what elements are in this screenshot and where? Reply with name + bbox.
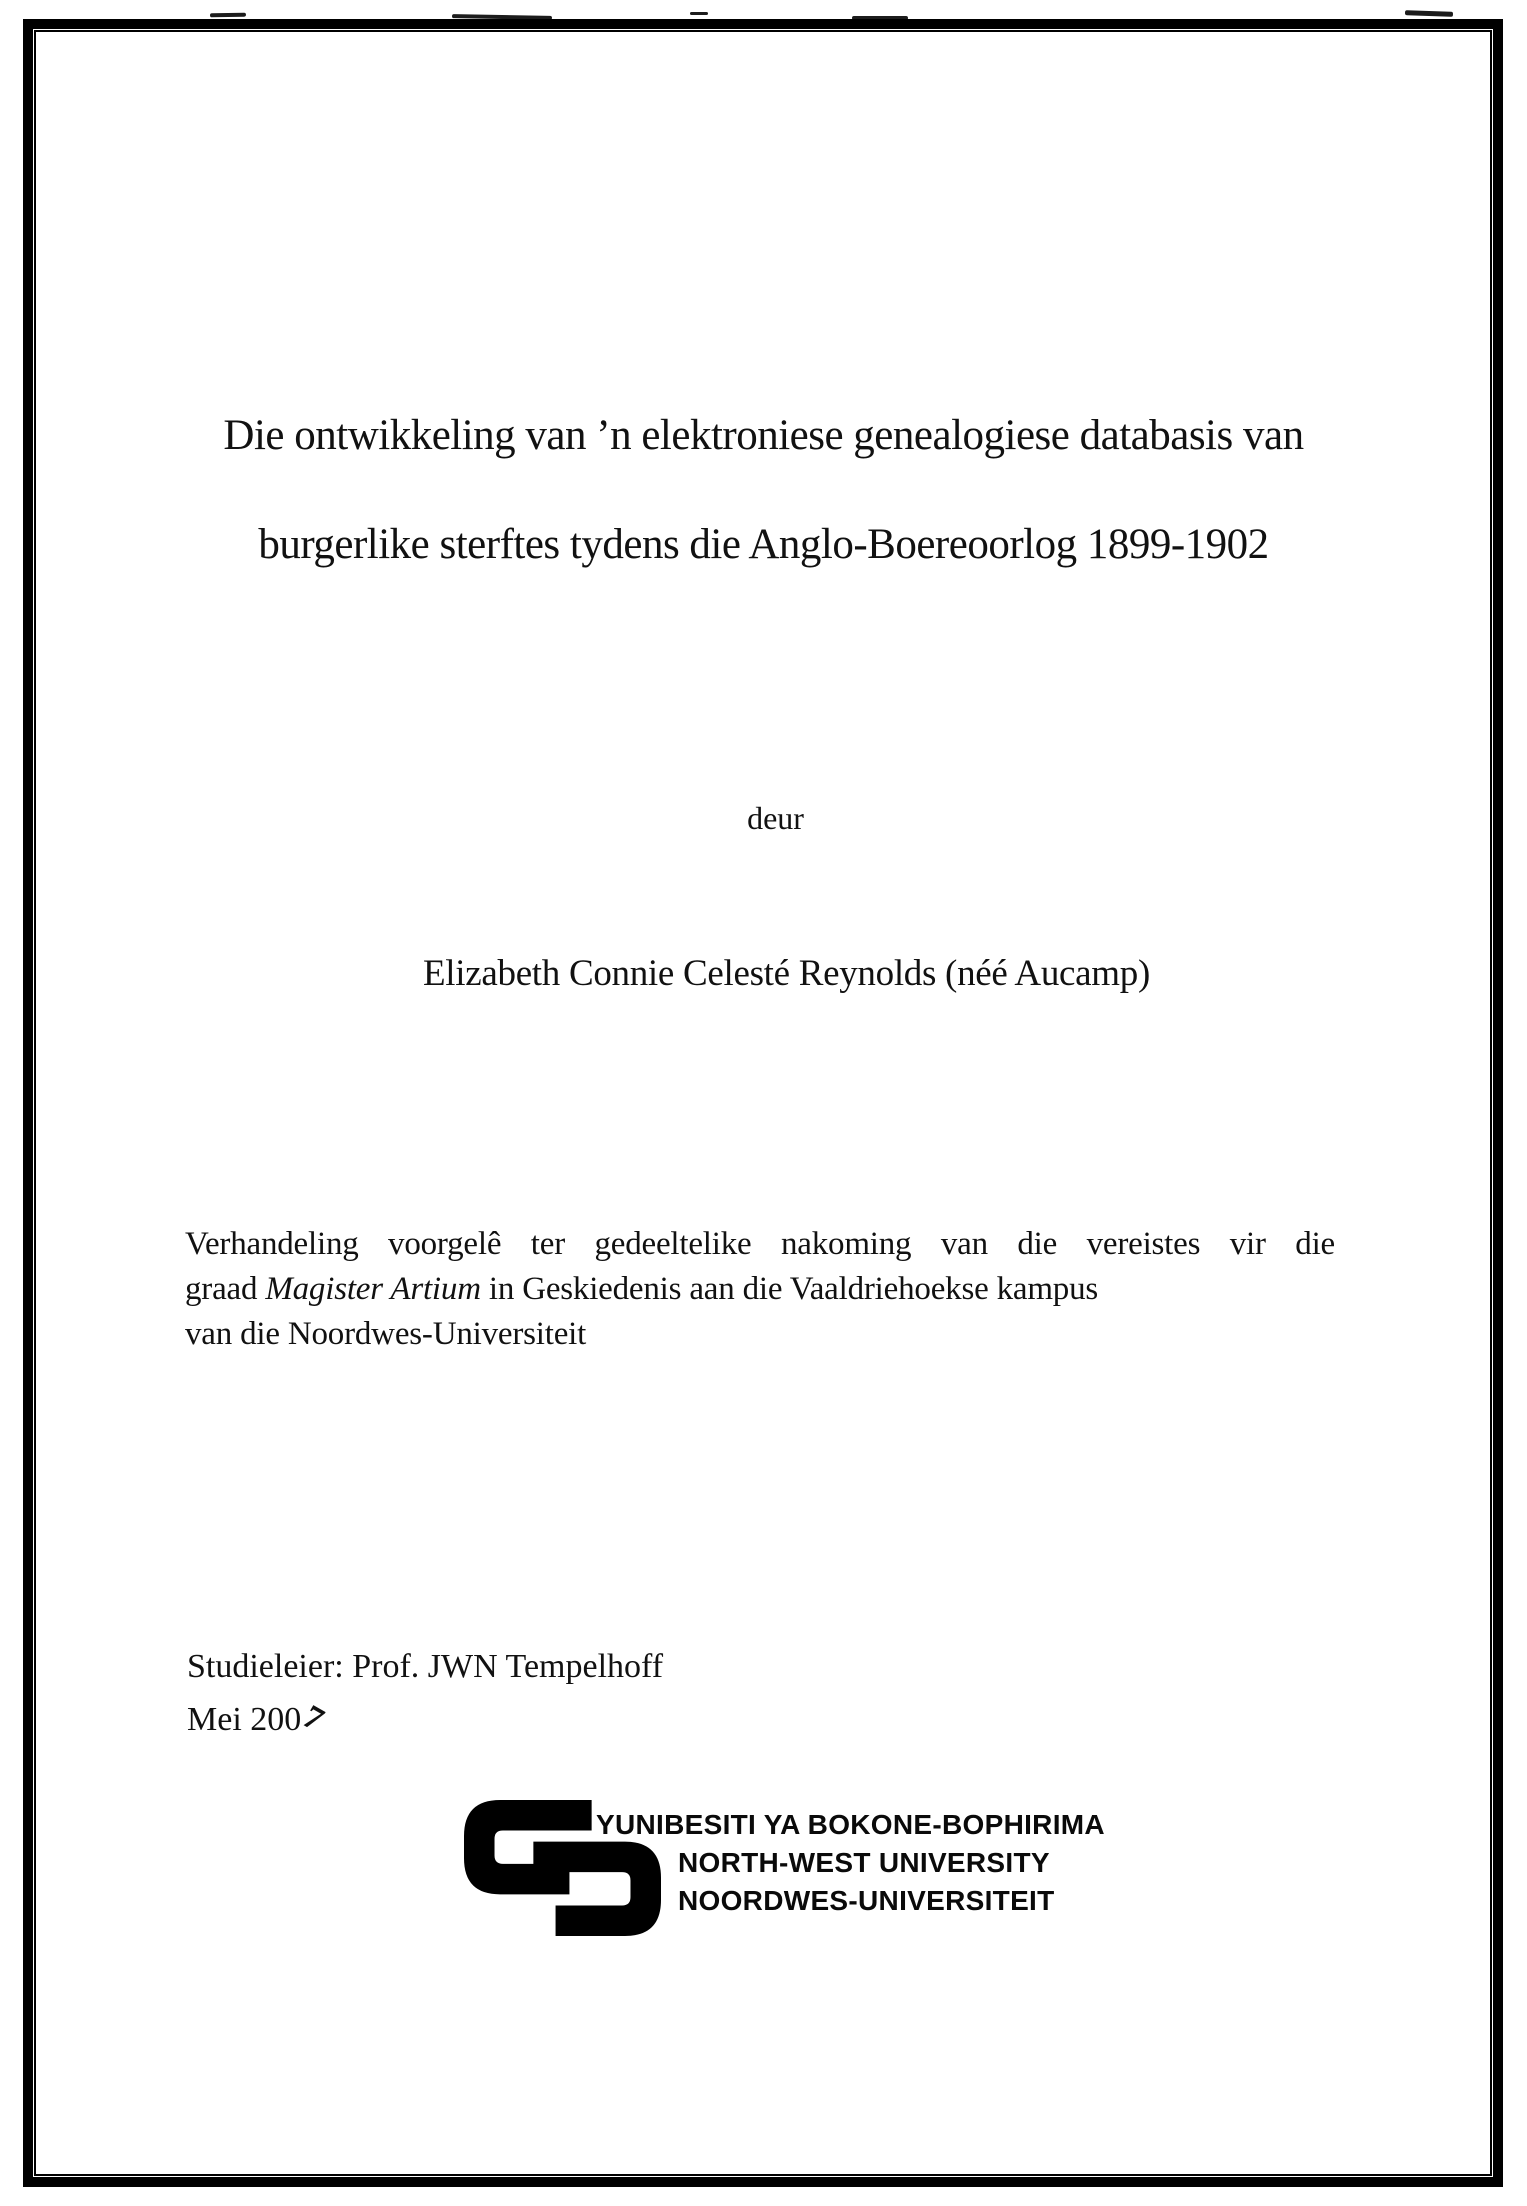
degree-statement-line-2-suffix: in Geskiedenis aan die Vaaldriehoekse kampus xyxy=(480,1271,1099,1307)
degree-name-italic: Magister Artium xyxy=(265,1271,481,1307)
scan-artifact xyxy=(1405,10,1453,17)
degree-statement-line-2-prefix: graad xyxy=(185,1271,266,1307)
university-name-setswana: YUNIBESITI YA BOKONE-BOPHIRIMA xyxy=(596,1809,1105,1840)
university-name-english: NORTH-WEST UNIVERSITY xyxy=(678,1847,1050,1878)
degree-statement xyxy=(185,1222,1335,1357)
thesis-title-line-2: burgerlike sterftes tydens die Anglo-Boereoorlog 1899-1902 xyxy=(258,521,1269,568)
university-name-afrikaans: NOORDWES-UNIVERSITEIT xyxy=(678,1885,1055,1916)
university-name-block xyxy=(596,1806,1105,1920)
thesis-title-line-1: Die ontwikkeling van ’n elektroniese genealogiese databasis van xyxy=(223,412,1304,459)
supervisor-line: Studieleier: Prof. JWN Tempelhoff xyxy=(187,1648,664,1685)
author-name: Elizabeth Connie Celesté Reynolds (néé Aucamp) xyxy=(422,953,1150,994)
date-prefix: Mei 200 xyxy=(187,1701,302,1738)
byline-label: deur xyxy=(747,800,804,836)
supervisor-block xyxy=(187,1640,663,1746)
degree-statement-line-1: Verhandeling voorgelê ter gedeeltelike nakoming van die vereistes vir die xyxy=(185,1226,1335,1262)
degree-statement-line-3: van die Noordwes-Universiteit xyxy=(185,1316,587,1352)
date-last-digit: 7 xyxy=(296,1698,331,1739)
degree-statement-line-2 xyxy=(185,1267,1335,1312)
scan-artifact xyxy=(690,12,708,15)
scan-artifact xyxy=(210,13,246,18)
date-line xyxy=(187,1693,663,1746)
